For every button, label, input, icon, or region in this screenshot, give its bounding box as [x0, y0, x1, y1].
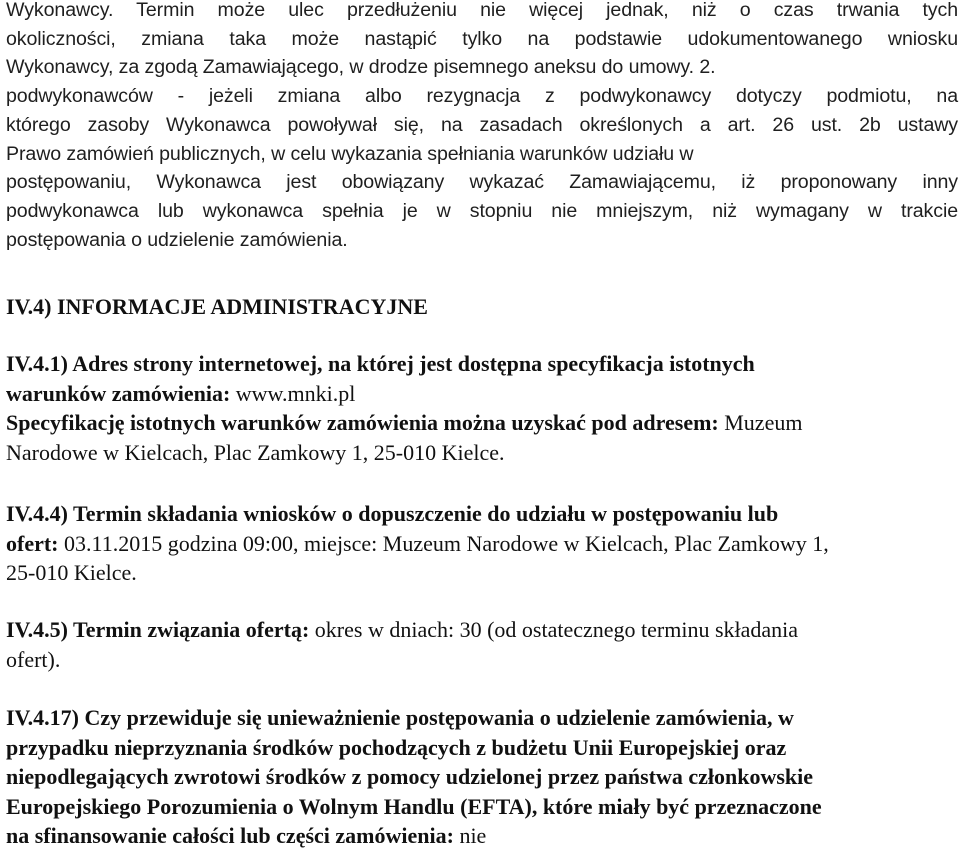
iv45-value-2: ofert).	[6, 646, 61, 672]
iv45-paragraph	[6, 615, 958, 674]
iv44-value-2: 25-010 Kielce.	[6, 560, 137, 585]
intro-line-2: okoliczności, zmiana taka może nastąpić tylko na podstawie udokumentowanego wniosku	[6, 27, 958, 50]
iv417-heading-last: na sfinansowanie całości lub części zamówienia:	[6, 823, 454, 848]
section-heading-text: IV.4) INFORMACJE ADMINISTRACYJNE	[6, 294, 428, 319]
intro-line-8: podwykonawca lub wykonawca spełnia je w stopniu nie mniejszym, niż wymagany w trakcie	[6, 199, 958, 222]
intro-line-7: postępowaniu, Wykonawca jest obowiązany wykazać Zamawiającemu, iż proponowany inny	[6, 171, 958, 194]
iv45-heading: IV.4.5) Termin związania ofertą:	[6, 617, 310, 642]
iv41-heading-line-1: IV.4.1) Adres strony internetowej, na której jest dostępna specyfikacja istotnych	[6, 351, 755, 376]
iv44-paragraph	[6, 499, 958, 588]
iv45-value-1: okres w dniach: 30 (od ostatecznego terminu składania	[314, 617, 799, 642]
iv44-heading-line-2: ofert:	[6, 530, 59, 556]
iv44-heading-line-1: IV.4.4) Termin składania wniosków o dopuszczenie do udziału w postępowaniu lub	[6, 501, 779, 526]
iv41-url: www.mnki.pl	[235, 380, 356, 406]
iv44-value-1: 03.11.2015 godzina 09:00, miejsce: Muzeum Narodowe w Kielcach, Plac Zamkowy 1,	[64, 530, 829, 556]
intro-line-4: podwykonawców - jeżeli zmiana albo rezygnacja z podwykonawcy dotyczy podmiotu, na	[6, 85, 958, 108]
iv417-heading-line-3: niepodlegających zwrotowi środków z pomocy udzielonej przez państwa członkowskie	[6, 764, 814, 789]
intro-line-5: którego zasoby Wykonawca powoływał się, na zasadach określonych a art. 26 ust. 2b ustawy	[6, 113, 958, 136]
iv41-heading-line-2: warunków zamówienia:	[6, 380, 231, 406]
spec-value-2: Narodowe w Kielcach, Plac Zamkowy 1, 25-010 Kielce.	[6, 439, 505, 465]
iv417-heading-line-1: IV.4.17) Czy przewiduje się unieważnienie postępowania o udzielenie zamówienia, w	[6, 705, 794, 730]
iv417-heading-line-4: Europejskiego Porozumienia o Wolnym Handlu (EFTA), które miały być przeznaczone	[6, 793, 822, 819]
iv417-heading-line-2: przypadku nieprzyznania środków pochodzących z budżetu Unii Europejskiej oraz	[6, 734, 787, 760]
iv41-paragraph	[6, 349, 958, 467]
intro-line-6: Prawo zamówień publicznych, w celu wykazania spełniania warunków udziału w	[6, 142, 694, 165]
iv417-paragraph	[6, 703, 958, 851]
intro-paragraph	[6, 0, 958, 254]
iv417-value: nie	[459, 823, 487, 848]
intro-line-9: postępowania o udzielenie zamówienia.	[6, 228, 348, 251]
intro-line-3: Wykonawcy, za zgodą Zamawiającego, w drodze pisemnego aneksu do umowy. 2.	[6, 56, 716, 79]
spec-label: Specyfikację istotnych warunków zamówienia można uzyskać pod adresem:	[6, 410, 719, 435]
intro-line-1: Wykonawcy. Termin może ulec przedłużeniu nie więcej jednak, niż o czas trwania tych	[6, 0, 958, 21]
spec-value-1: Muzeum	[724, 410, 803, 435]
section-heading	[6, 292, 428, 322]
